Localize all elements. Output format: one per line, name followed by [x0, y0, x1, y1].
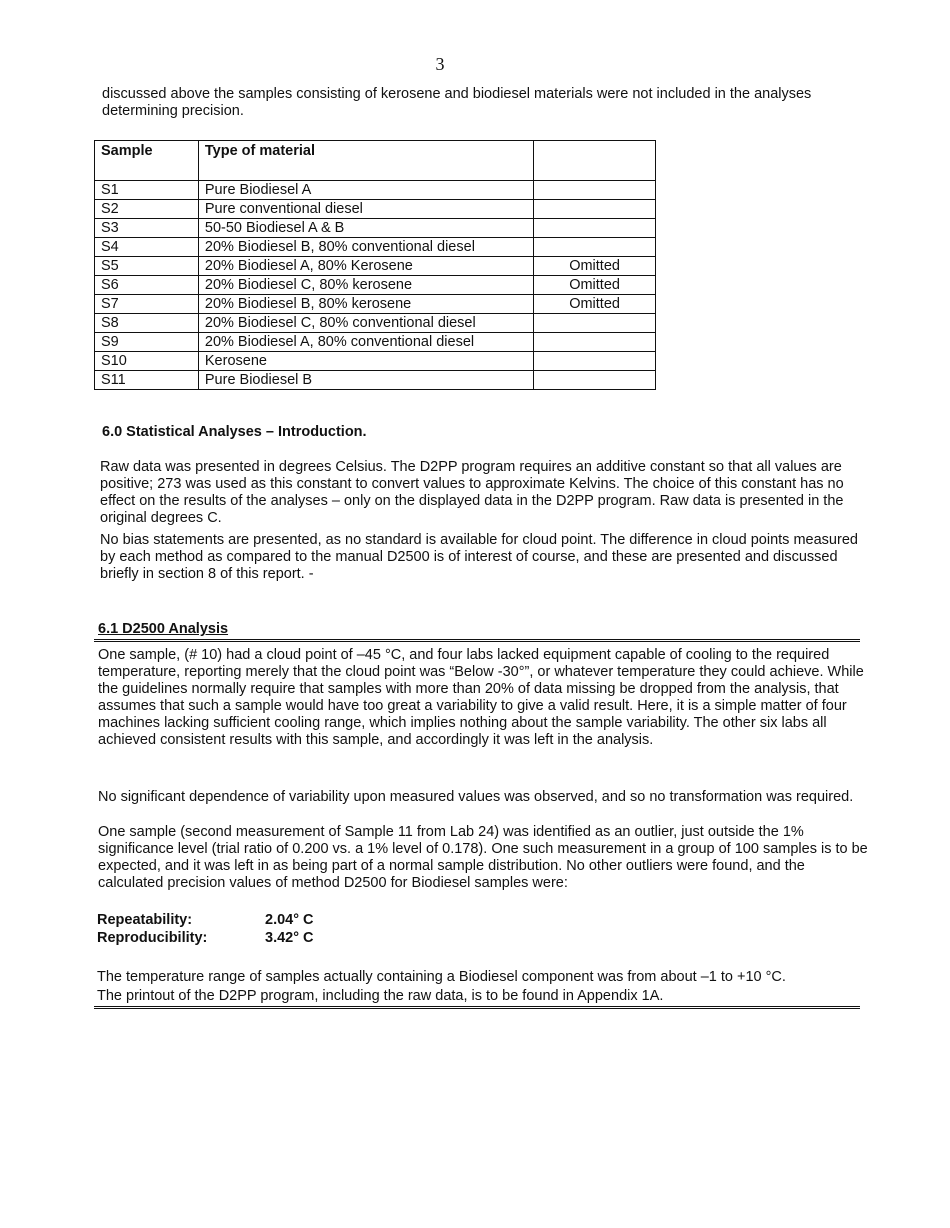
- closing-rule: [94, 1006, 860, 1009]
- repeatability-row: [97, 912, 314, 928]
- section-divider: [94, 639, 860, 642]
- cell-note: Omitted: [534, 295, 656, 314]
- cell-note: [534, 219, 656, 238]
- cell-material: 20% Biodiesel A, 80% conventional diesel: [198, 333, 533, 352]
- cell-sample: S8: [95, 314, 199, 333]
- section-6-1-paragraph-4: The temperature range of samples actually containing a Biodiesel component was from about –1 to +10 °C.: [97, 969, 786, 985]
- section-6-0-paragraph-1: Raw data was presented in degrees Celsius. The D2PP program requires an additive constant so that all values are positive; 273 was used as this constant to convert values to approximate Kelvins. The choice of this constant has no effect on the results of the analyses – only on the displayed data in the D2PP program. Raw data is presented in the original degrees C.: [100, 459, 844, 526]
- table-row: [95, 257, 656, 276]
- cell-material: 20% Biodiesel C, 80% kerosene: [198, 276, 533, 295]
- cell-sample: S10: [95, 352, 199, 371]
- section-6-1-paragraph-3: One sample (second measurement of Sample 11 from Lab 24) was identified as an outlier, just outside the 1% significance level (trial ratio of 0.200 vs. a 1% level of 0.178). One such measurement in a group of 100 samples is to be expected, and it was left in as being part of a normal sample distribution. No other outliers were found, and the calculated precision values of method D2500 for Biodiesel samples were:: [98, 824, 868, 891]
- cell-sample: S9: [95, 333, 199, 352]
- table-row: [95, 314, 656, 333]
- cell-sample: S3: [95, 219, 199, 238]
- cell-note: [534, 181, 656, 200]
- cell-material: Pure conventional diesel: [198, 200, 533, 219]
- sample-table: [94, 140, 656, 390]
- table-row: [95, 181, 656, 200]
- section-6-1-paragraph-1: One sample, (# 10) had a cloud point of –45 °C, and four labs lacked equipment capable of cooling to the required temperature, reporting merely that the cloud point was “Below -30°”, or whatever temperature they could achieve. While the guidelines normally require that samples with more than 20% of data missing be dropped from the analysis, that assumes that such a sample would have too great a variability to give a valid result. Here, it is a simple matter of four machines lacking sufficient cooling range, which implies nothing about the sample variability. The other six labs all achieved consistent results with this sample, and accordingly it was left in the analysis.: [98, 647, 864, 748]
- table-header-row: [95, 141, 656, 181]
- cell-sample: S2: [95, 200, 199, 219]
- cell-sample: S11: [95, 371, 199, 390]
- cell-note: [534, 238, 656, 257]
- table-row: [95, 276, 656, 295]
- cell-note: Omitted: [534, 276, 656, 295]
- section-6-1-heading: 6.1 D2500 Analysis: [98, 621, 229, 637]
- cell-material: 20% Biodiesel B, 80% conventional diesel: [198, 238, 533, 257]
- cell-note: [534, 314, 656, 333]
- cell-material: Pure Biodiesel A: [198, 181, 533, 200]
- cell-sample: S5: [95, 257, 199, 276]
- cell-material: Pure Biodiesel B: [198, 371, 533, 390]
- reproducibility-value: 3.42° C: [265, 930, 314, 946]
- table-row: [95, 333, 656, 352]
- section-6-1-paragraph-2: No significant dependence of variability upon measured values was observed, and so no transformation was required.: [98, 789, 854, 805]
- table-row: [95, 219, 656, 238]
- cell-note: [534, 371, 656, 390]
- cell-note: [534, 333, 656, 352]
- cell-note: Omitted: [534, 257, 656, 276]
- cell-material: 20% Biodiesel A, 80% Kerosene: [198, 257, 533, 276]
- cell-sample: S1: [95, 181, 199, 200]
- cell-note: [534, 352, 656, 371]
- cell-material: Kerosene: [198, 352, 533, 371]
- page-number: 3: [435, 54, 445, 74]
- reproducibility-row: [97, 930, 314, 946]
- header-note: [534, 141, 656, 181]
- intro-paragraph: discussed above the samples consisting of kerosene and biodiesel materials were not included in the analyses determining precision.: [102, 86, 812, 119]
- cell-sample: S4: [95, 238, 199, 257]
- repeatability-label: Repeatability:: [97, 912, 193, 928]
- table-row: [95, 371, 656, 390]
- repeatability-value: 2.04° C: [265, 912, 314, 928]
- cell-material: 20% Biodiesel B, 80% kerosene: [198, 295, 533, 314]
- cell-sample: S7: [95, 295, 199, 314]
- table-row: [95, 238, 656, 257]
- table-row: [95, 295, 656, 314]
- table-row: [95, 352, 656, 371]
- section-6-1-paragraph-5: The printout of the D2PP program, including the raw data, is to be found in Appendix 1A.: [97, 988, 664, 1004]
- table-row: [95, 200, 656, 219]
- header-material: Type of material: [198, 141, 533, 181]
- section-6-0-paragraph-2: No bias statements are presented, as no standard is available for cloud point. The difference in cloud points measured by each method as compared to the manual D2500 is of interest of course, and these are presented and discussed briefly in section 8 of this report. -: [100, 532, 858, 582]
- reproducibility-label: Reproducibility:: [97, 930, 208, 946]
- cell-material: 50-50 Biodiesel A & B: [198, 219, 533, 238]
- cell-note: [534, 200, 656, 219]
- cell-material: 20% Biodiesel C, 80% conventional diesel: [198, 314, 533, 333]
- cell-sample: S6: [95, 276, 199, 295]
- header-sample: Sample: [95, 141, 199, 181]
- section-6-0-heading: 6.0 Statistical Analyses – Introduction.: [102, 424, 367, 440]
